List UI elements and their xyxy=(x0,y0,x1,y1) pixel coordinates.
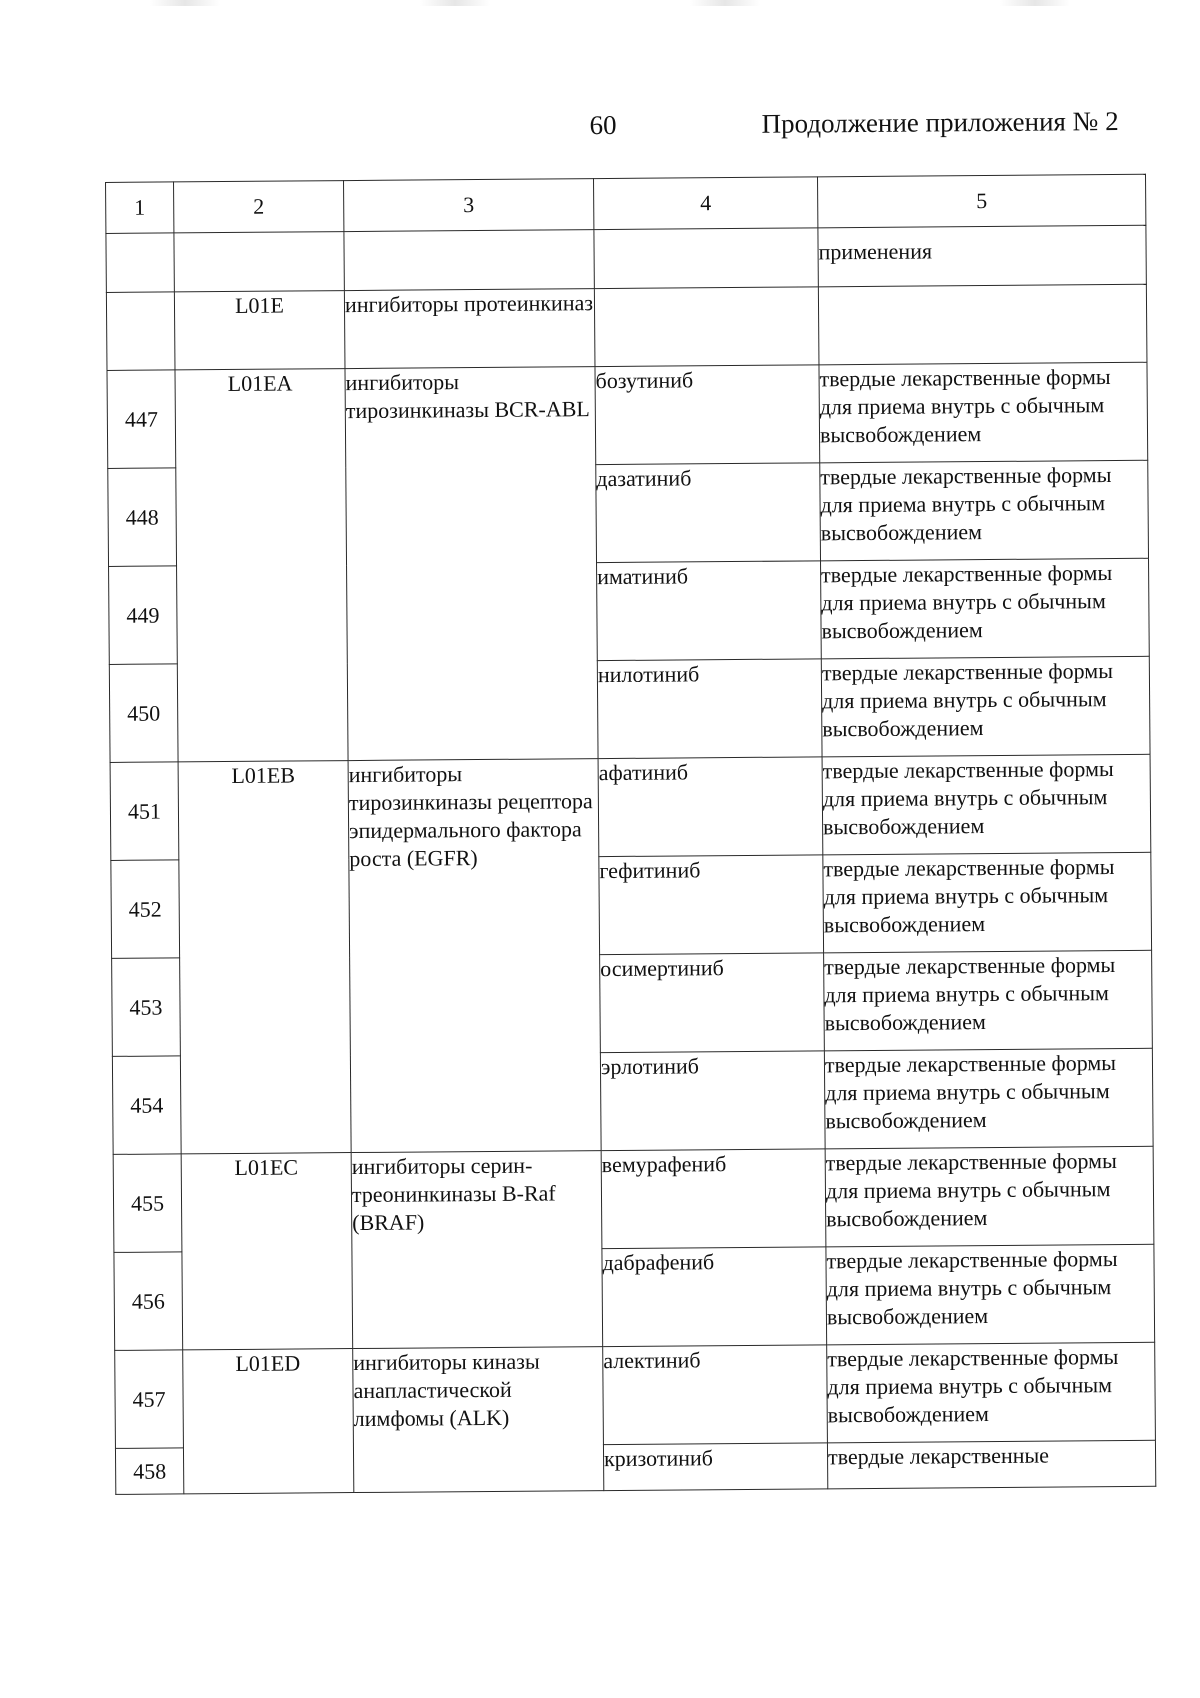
group-name-cell: ингибиторы серин-треонинкиназы B-Raf (BRAF) xyxy=(351,1151,603,1349)
column-header: 3 xyxy=(344,179,594,232)
table-row xyxy=(107,362,1148,468)
drug-name-cell: кризотиниб xyxy=(603,1443,827,1491)
column-header: 1 xyxy=(106,182,174,234)
atc-code-cell: L01E xyxy=(174,291,345,370)
drug-name-cell: осимертиниб xyxy=(600,953,825,1053)
drug-name-cell: бозутиниб xyxy=(595,365,820,465)
column-header: 5 xyxy=(817,174,1145,228)
drug-name-cell: афатиниб xyxy=(598,757,823,857)
dosage-form-cell: твердые лекарственные формы для приема внутрь с обычным высвобождением xyxy=(819,362,1148,463)
drug-table xyxy=(105,174,1156,1495)
row-number: 452 xyxy=(111,860,180,959)
continuation-row xyxy=(106,225,1146,292)
row-number: 451 xyxy=(110,762,179,861)
drug-name-cell: эрлотиниб xyxy=(600,1051,825,1151)
group-name-cell: ингибиторы тирозинкиназы BCR-ABL xyxy=(345,367,598,761)
dosage-form-cell: твердые лекарственные формы для приема внутрь с обычным высвобождением xyxy=(827,1342,1156,1443)
group-name-cell: ингибиторы киназы анапластической лимфомы (ALK) xyxy=(353,1347,604,1493)
row-number: 455 xyxy=(113,1154,182,1253)
drug-name-cell: дазатиниб xyxy=(596,463,821,563)
column-header-row xyxy=(106,174,1146,233)
dosage-form-cell: применения xyxy=(818,225,1146,287)
row-number: 456 xyxy=(114,1252,183,1351)
dosage-form-cell: твердые лекарственные формы для приема внутрь с обычным высвобождением xyxy=(824,950,1153,1051)
column-header: 2 xyxy=(174,181,344,233)
atc-code-cell: L01EB xyxy=(178,761,351,1154)
dosage-form-cell: твердые лекарственные формы для приема внутрь с обычным высвобождением xyxy=(826,1244,1155,1345)
atc-code-cell: L01EA xyxy=(175,369,348,762)
table-row xyxy=(115,1342,1156,1448)
dosage-form-cell: твердые лекарственные xyxy=(827,1440,1155,1489)
row-number: 454 xyxy=(112,1056,181,1155)
drug-name-cell: нилотиниб xyxy=(597,659,822,759)
dosage-form-cell: твердые лекарственные формы для приема внутрь с обычным высвобождением xyxy=(821,558,1150,659)
group-name-cell: ингибиторы протеинкиназ xyxy=(344,289,595,369)
group-name-cell: ингибиторы тирозинкиназы рецептора эпидермального фактора роста (EGFR) xyxy=(348,759,601,1153)
dosage-form-cell: твердые лекарственные формы для приема внутрь с обычным высвобождением xyxy=(825,1146,1154,1247)
row-number: 457 xyxy=(115,1350,184,1449)
row-number: 448 xyxy=(108,468,177,567)
drug-name-cell: дабрафениб xyxy=(602,1247,827,1347)
row-number: 450 xyxy=(109,664,178,763)
drug-name-cell: иматиниб xyxy=(597,561,822,661)
atc-code-cell: L01ED xyxy=(183,1349,354,1494)
dosage-form-cell: твердые лекарственные формы для приема внутрь с обычным высвобождением xyxy=(822,754,1151,855)
drug-name-cell: алектиниб xyxy=(603,1345,828,1445)
row-number: 447 xyxy=(107,370,176,469)
drug-name-cell: гефитиниб xyxy=(599,855,824,955)
dosage-form-cell: твердые лекарственные формы для приема внутрь с обычным высвобождением xyxy=(823,852,1152,953)
dosage-form-cell: твердые лекарственные формы для приема внутрь с обычным высвобождением xyxy=(820,460,1149,561)
row-number: 458 xyxy=(115,1448,183,1495)
page-number: 60 xyxy=(589,109,617,141)
group-row xyxy=(106,284,1147,370)
column-header: 4 xyxy=(594,177,818,230)
drug-name-cell: вемурафениб xyxy=(601,1149,826,1249)
dosage-form-cell: твердые лекарственные формы для приема внутрь с обычным высвобождением xyxy=(824,1048,1153,1149)
table-row xyxy=(110,754,1151,860)
row-number: 449 xyxy=(109,566,178,665)
table-row xyxy=(113,1146,1154,1252)
atc-code-cell: L01EC xyxy=(181,1153,353,1350)
dosage-form-cell: твердые лекарственные формы для приема внутрь с обычным высвобождением xyxy=(821,656,1150,757)
page-header xyxy=(0,105,1200,154)
row-number: 453 xyxy=(112,958,181,1057)
appendix-title: Продолжение приложения № 2 xyxy=(761,105,1119,139)
